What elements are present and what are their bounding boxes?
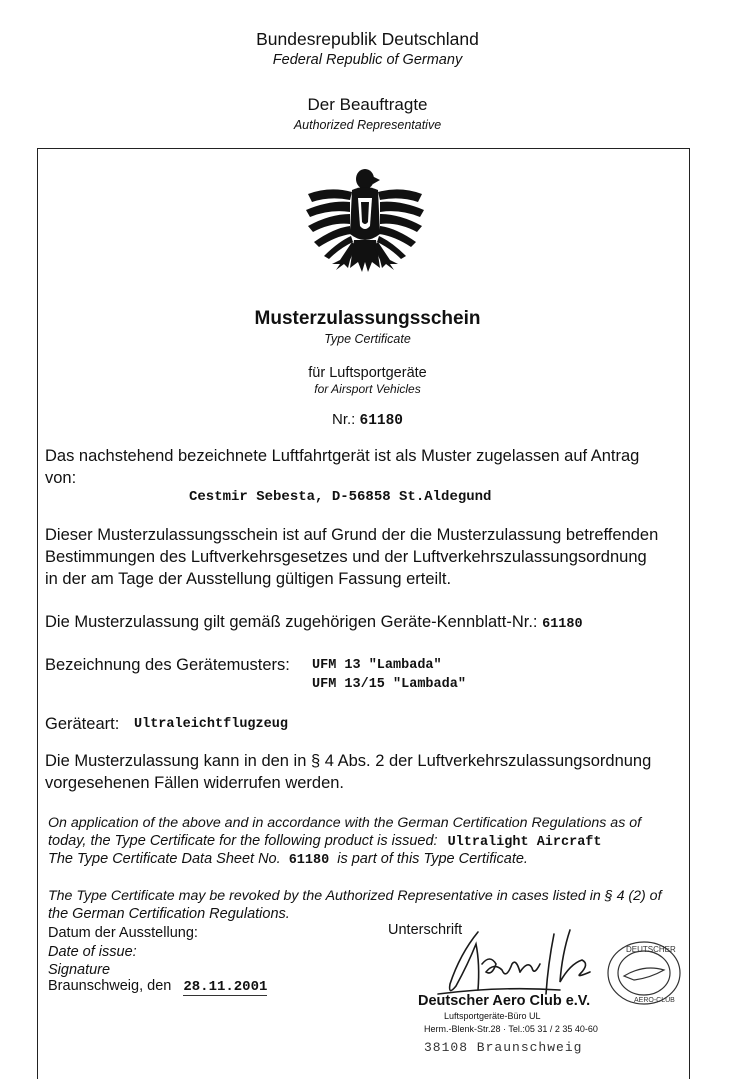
revoke-de-line1: Die Musterzulassung kann in den in § 4 Abs. 2 der Luftverkehrszulassungsordnung	[45, 752, 652, 770]
federal-eagle-icon	[300, 164, 430, 282]
english-revoke-line1: The Type Certificate may be revoked by the Authorized Representative in cases listed in § 4 (2) of	[48, 888, 662, 904]
basis-line2: Bestimmungen des Luftverkehrsgesetzes und der Luftverkehrszulassungsordnung	[45, 548, 647, 566]
seal-text-top: DEUTSCHER	[626, 945, 676, 954]
applicant-intro-line2: von:	[45, 469, 77, 487]
revoke-de-line2: vorgesehenen Fällen widerrufen werden.	[45, 774, 345, 792]
issue-date-label-de: Datum der Ausstellung:	[48, 925, 198, 941]
model-label: Bezeichnung des Gerätemusters:	[45, 656, 290, 674]
issue-place: Braunschweig, den	[48, 978, 172, 994]
category-en: for Airsport Vehicles	[314, 382, 421, 396]
basis-line3: in der am Tage der Ausstellung gültigen Fassung erteilt.	[45, 570, 452, 588]
issue-date-label-en: Date of issue:	[48, 944, 137, 960]
english-line2	[48, 833, 602, 850]
aero-club-seal	[604, 938, 684, 1008]
seal-text-bottom: AERO-CLUB	[634, 997, 675, 1004]
type-label: Geräteart:	[45, 715, 120, 733]
stamp-department: Luftsportgeräte-Büro UL	[444, 1011, 541, 1021]
applicant-name: Cestmir Sebesta, D-56858 St.Aldegund	[189, 489, 492, 505]
english-line3-post: is part of this Type Certificate.	[337, 851, 528, 867]
number-label: Nr.:	[331, 411, 356, 428]
english-product: Ultralight Aircraft	[447, 835, 602, 850]
applicant-intro-line1: Das nachstehend bezeichnete Luftfahrtgerät ist als Muster zugelassen auf Antrag	[45, 447, 640, 465]
datasheet-number: 61180	[542, 617, 583, 632]
model-1: UFM 13 "Lambada"	[312, 658, 442, 673]
country-de: Bundesrepublik Deutschland	[256, 29, 479, 49]
issue-date: 28.11.2001	[183, 979, 268, 995]
basis-line1: Dieser Musterzulassungsschein ist auf Grund der die Musterzulassung betreffenden	[45, 526, 659, 544]
english-datasheet-number: 61180	[288, 853, 330, 868]
english-line3-pre: The Type Certificate Data Sheet No.	[48, 851, 281, 867]
representative-de: Der Beauftragte	[307, 95, 428, 114]
datasheet-line	[45, 613, 583, 632]
certificate-number-line	[0, 411, 735, 429]
english-line1: On application of the above and in accordance with the German Certification Regulations as of	[48, 815, 642, 831]
english-line2-text: today, the Type Certificate for the following product is issued:	[48, 833, 438, 849]
certificate-number: 61180	[359, 413, 404, 429]
stamp-address: Herm.-Blenk-Str.28 · Tel.:05 31 / 2 35 40-60	[424, 1024, 598, 1034]
signature-label-en: Signature	[48, 962, 111, 978]
handwritten-signature	[420, 924, 620, 1004]
signature-label-de: Unterschrift	[388, 922, 463, 938]
stamp-city: 38108 Braunschweig	[424, 1040, 583, 1055]
certificate-title: Musterzulassungsschein	[254, 308, 481, 329]
datasheet-label: Die Musterzulassung gilt gemäß zugehörigen Geräte-Kennblatt-Nr.:	[45, 613, 538, 631]
country-en: Federal Republic of Germany	[272, 52, 463, 68]
representative-en: Authorized Representative	[293, 118, 442, 132]
type-value: Ultraleichtflugzeug	[134, 717, 288, 732]
issue-place-line	[48, 978, 267, 995]
english-line3	[48, 851, 528, 868]
english-revoke-line2: the German Certification Regulations.	[48, 906, 290, 922]
certificate-title-en: Type Certificate	[324, 332, 411, 346]
model-2: UFM 13/15 "Lambada"	[312, 677, 466, 692]
stamp-organization: Deutscher Aero Club e.V.	[418, 993, 591, 1009]
category-de: für Luftsportgeräte	[308, 365, 427, 381]
